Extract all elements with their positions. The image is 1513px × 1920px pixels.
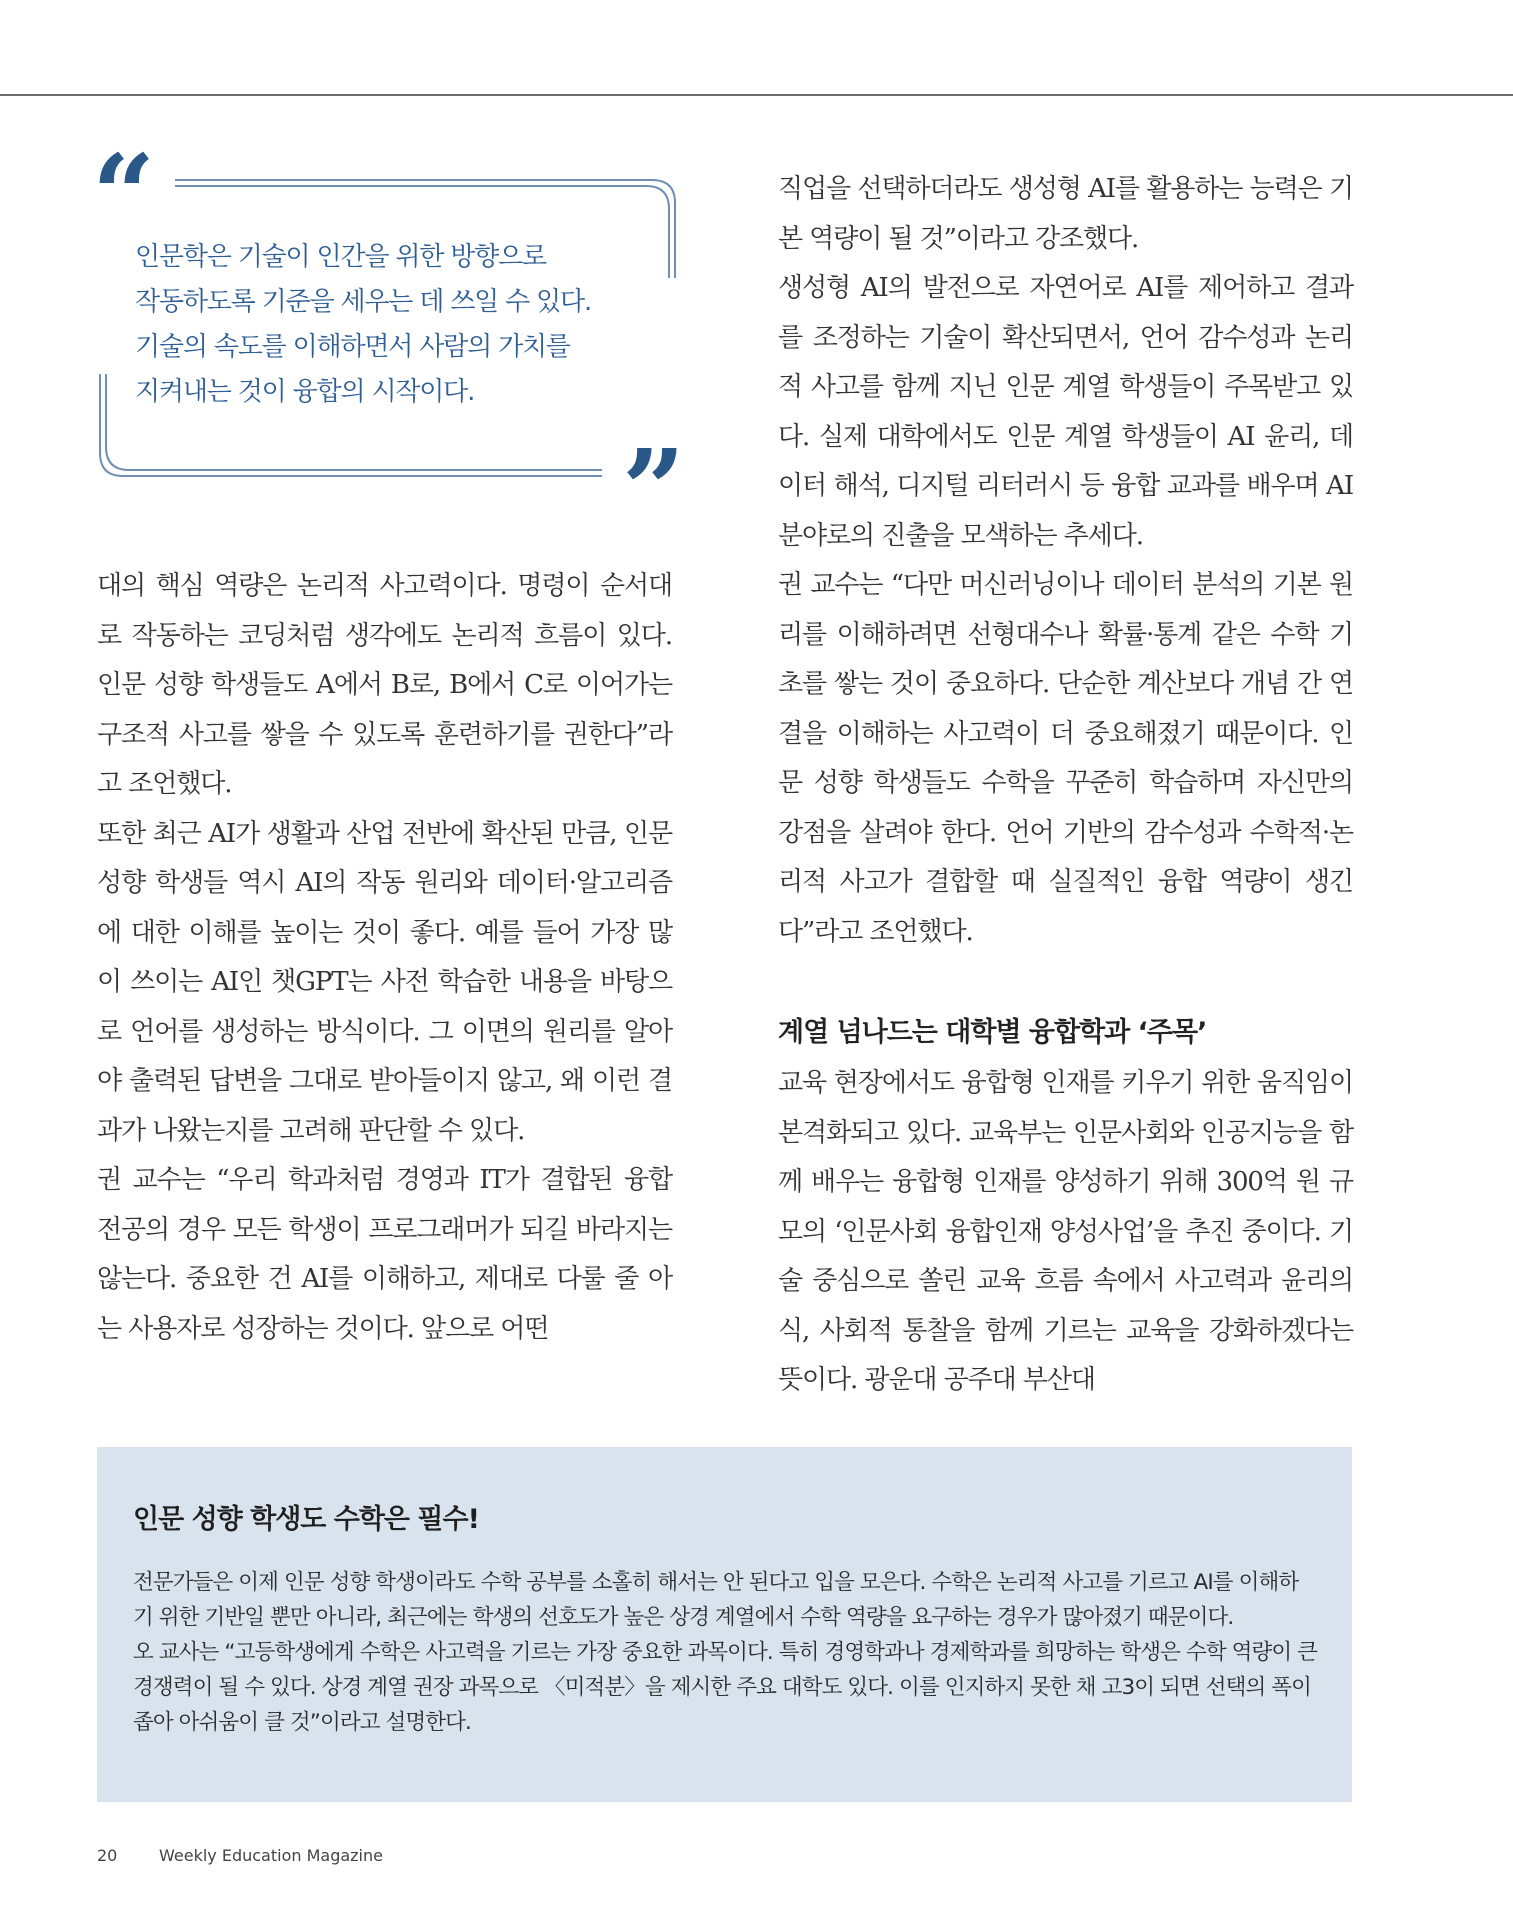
body-paragraph: 대의 핵심 역량은 논리적 사고력이다. 명령이 순서대로 작동하는 코딩처럼 생각에도 논리적 흐름이 있다. 인문 성향 학생들도 A에서 B로, B에서 C로 이어가는 구조적 사고를 쌓을 수 있도록 훈련하기를 권한다”라고 조언했다. [97,571,672,799]
pull-quote-text [135,235,665,415]
close-quote-icon: ” [622,425,686,554]
body-paragraph: 권 교수는 “우리 학과처럼 경영과 IT가 결합된 융합 전공의 경우 모든 학생이 프로그래머가 되길 바라지는 않는다. 중요한 건 AI를 이해하고, 제대로 다룰 줄 아는 사용자로 성장하는 것이다. 앞으로 어떤 [97,1165,672,1344]
open-quote-icon: “ [92,130,156,259]
right-column-section [778,1059,1353,1406]
body-paragraph: 교육 현장에서도 융합형 인재를 키우기 위한 움직임이 본격화되고 있다. 교육부는 인문사회와 인공지능을 함께 배우는 융합형 인재를 양성하기 위해 300억 원 규모의 ‘인문사회 융합인재 양성사업’을 추진 중이다. 기술 중심으로 쏠린 교육 흐름 속에서 사고력과 윤리의식, 사회적 통찰을 함께 기르는 교육을 강화하겠다는 뜻이다. 광운대 공주대 부산대 [778,1068,1353,1395]
info-box-paragraph: 전문가들은 이제 인문 성향 학생이라도 수학 공부를 소홀히 해서는 안 된다고 입을 모은다. 수학은 논리적 사고를 기르고 AI를 이해하기 위한 기반일 뿐만 아니라, 최근에는 학생의 선호도가 높은 상경 계열에서 수학 역량을 요구하는 경우가 많아졌기 때문이다. [133,1570,1299,1630]
body-paragraph: 직업을 선택하더라도 생성형 AI를 활용하는 능력은 기본 역량이 될 것”이라고 강조했다. [778,174,1353,254]
top-rule [0,94,1513,96]
info-box-body [133,1565,1318,1740]
info-box-paragraph: 오 교사는 “고등학생에게 수학은 사고력을 기르는 가장 중요한 과목이다. 특히 경영학과나 경제학과를 희망하는 학생은 수학 역량이 큰 경쟁력이 될 수 있다. 상경 계열 권장 과목으로 〈미적분〉을 제시한 주요 대학도 있다. 이를 인지하지 못한 채 고3이 되면 선택의 폭이 좁아 아쉬움이 클 것”이라고 설명한다. [133,1640,1318,1735]
section-subheading: 계열 넘나드는 대학별 융합학과 ‘주목’ [778,1017,1207,1048]
body-paragraph: 생성형 AI의 발전으로 자연어로 AI를 제어하고 결과를 조정하는 기술이 확산되면서, 언어 감수성과 논리적 사고를 함께 지닌 인문 계열 학생들이 주목받고 있다. 실제 대학에서도 인문 계열 학생들이 AI 윤리, 데이터 해석, 디지털 리터러시 등 융합 교과를 배우며 AI 분야로의 진출을 모색하는 추세다. [778,273,1353,551]
info-box [97,1447,1352,1802]
left-column [97,562,672,1354]
pull-quote-line: 지켜내는 것이 융합의 시작이다. [135,377,475,407]
info-box-title: 인문 성향 학생도 수학은 필수! [133,1504,479,1535]
body-paragraph: 권 교수는 “다만 머신러닝이나 데이터 분석의 기본 원리를 이해하려면 선형대수나 확률·통계 같은 수학 기초를 쌓는 것이 중요하다. 단순한 계산보다 개념 간 연결을 이해하는 사고력이 더 중요해졌기 때문이다. 인문 성향 학생들도 수학을 꾸준히 학습하며 자신만의 강점을 살려야 한다. 언어 기반의 감수성과 수학적·논리적 사고가 결합할 때 실질적인 융합 역량이 생긴다”라고 조언했다. [778,570,1353,947]
pull-quote-line: 기술의 속도를 이해하면서 사람의 가치를 [135,332,570,362]
body-paragraph: 또한 최근 AI가 생활과 산업 전반에 확산된 만큼, 인문 성향 학생들 역시 AI의 작동 원리와 데이터·알고리즘에 대한 이해를 높이는 것이 좋다. 예를 들어 가장 많이 쓰이는 AI인 챗GPT는 사전 학습한 내용을 바탕으로 언어를 생성하는 방식이다. 그 이면의 원리를 알아야 출력된 답변을 그대로 받아들이지 않고, 왜 이런 결과가 나왔는지를 고려해 판단할 수 있다. [97,818,672,1146]
page-number: 20 [97,1846,118,1865]
right-column [778,165,1353,957]
pull-quote-line: 인문학은 기술이 인간을 위한 방향으로 [135,242,546,272]
magazine-name: Weekly Education Magazine [159,1846,383,1865]
page-footer [97,1846,383,1865]
pull-quote-line: 작동하도록 기준을 세우는 데 쓰일 수 있다. [135,287,592,317]
